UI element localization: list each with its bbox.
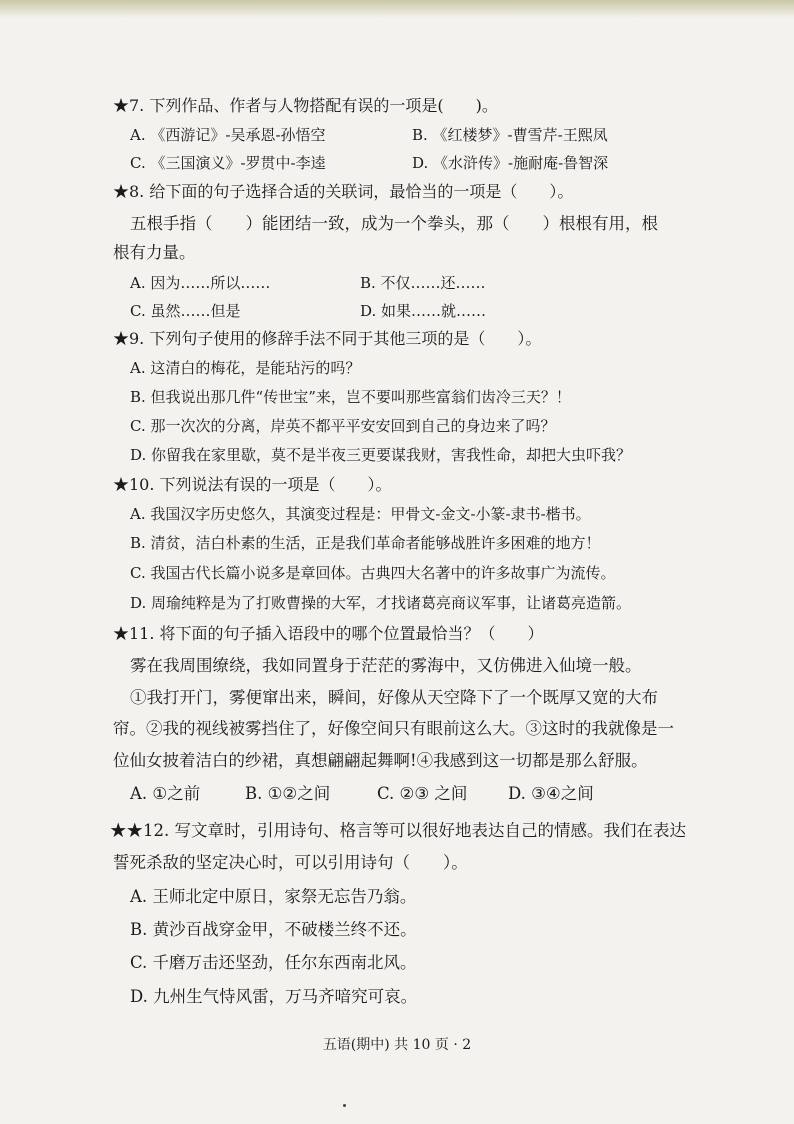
question-12-option-d: D. 九州生气恃风雷，万马齐喑究可哀。 — [130, 987, 418, 1006]
scan-speck — [343, 1104, 346, 1107]
question-8-sentence-line-1: 五根手指（ ）能团结一致，成为一个拳头，那（ ）根根有用，根 — [130, 214, 658, 233]
question-8-option-a: A. 因为……所以…… — [130, 274, 271, 292]
question-12-stem-line-2: 誓死杀敌的坚定决心时，可以引用诗句（ ）。 — [113, 853, 468, 872]
question-12-stem-line-1: ★★12. 写文章时，引用诗句、格言等可以很好地表达自己的情感。我们在表达 — [110, 821, 686, 840]
question-12-option-a: A. 王师北定中原日，家祭无忘告乃翁。 — [130, 887, 417, 906]
question-12-option-c: C. 千磨万击还坚劲，任尔东西南北风。 — [130, 953, 417, 972]
question-10-stem: ★10. 下列说法有误的一项是（ ）。 — [113, 475, 392, 494]
question-9-option-a: A. 这清白的梅花，是能玷污的吗？ — [130, 359, 361, 377]
question-7-option-c: C. 《三国演义》-罗贯中-李逵 — [130, 154, 326, 172]
question-7-option-b: B. 《红楼梦》-曹雪芹-王熙凤 — [412, 126, 608, 144]
question-8-sentence-line-2: 根有力量。 — [113, 243, 196, 262]
question-10-option-a: A. 我国汉字历史悠久，其演变过程是：甲骨文-金文-小篆-隶书-楷书。 — [130, 505, 591, 523]
question-9-stem: ★9. 下列句子使用的修辞手法不同于其他三项的是（ ）。 — [113, 329, 542, 348]
question-7-stem: ★7. 下列作品、作者与人物搭配有误的一项是( )。 — [113, 96, 498, 115]
question-11-option-a: A. ①之前 — [130, 784, 201, 803]
question-8-option-b: B. 不仅……还…… — [360, 274, 486, 292]
question-7-option-a: A. 《西游记》-吴承恩-孙悟空 — [130, 126, 326, 144]
question-11-paragraph-line-1: ①我打开门，雾便窜出来，瞬间，好像从天空降下了一个既厚又宽的大布 — [130, 688, 658, 707]
question-10-option-b: B. 清贫，洁白朴素的生活，正是我们革命者能够战胜许多困难的地方！ — [130, 534, 601, 552]
question-10-option-c: C. 我国古代长篇小说多是章回体。古典四大名著中的许多故事广为流传。 — [130, 564, 616, 582]
question-9-option-d: D. 你留我在家里歇，莫不是半夜三更要谋我财，害我性命，却把大虫吓我？ — [130, 446, 632, 464]
question-11-paragraph-line-2: 帘。②我的视线被雾挡住了，好像空间只有眼前这么大。③这时的我就像是一 — [113, 719, 674, 738]
question-11-paragraph-line-3: 位仙女披着洁白的纱裙，真想翩翩起舞啊!④我感到这一切都是那么舒服。 — [113, 751, 648, 770]
page-footer: 五语(期中) 共 10 页 · 2 — [322, 1037, 472, 1053]
question-7-option-d: D. 《水浒传》-施耐庵-鲁智深 — [412, 154, 609, 172]
question-11-option-b: B. ①②之间 — [245, 784, 331, 803]
question-10-option-d: D. 周瑜纯粹是为了打败曹操的大军，才找诸葛亮商议军事，让诸葛亮造箭。 — [130, 594, 632, 612]
question-11-stem: ★11. 将下面的句子插入语段中的哪个位置最恰当？（ ） — [113, 624, 544, 643]
question-12-option-b: B. 黄沙百战穿金甲，不破楼兰终不还。 — [130, 920, 417, 939]
question-11-insert-sentence: 雾在我周围缭绕，我如同置身于茫茫的雾海中，又仿佛进入仙境一般。 — [130, 656, 642, 675]
question-11-option-c: C. ②③ 之间 — [377, 784, 468, 803]
question-11-option-d: D. ③④之间 — [508, 784, 594, 803]
question-8-stem: ★8. 给下面的句子选择合适的关联词，最恰当的一项是（ ）。 — [113, 182, 574, 201]
question-8-option-c: C. 虽然……但是 — [130, 302, 241, 320]
question-9-option-c: C. 那一次次的分离，岸英不都平平安安回到自己的身边来了吗？ — [130, 417, 556, 435]
question-8-option-d: D. 如果……就…… — [360, 302, 487, 320]
question-9-option-b: B. 但我说出那几件“传世宝”来，岂不要叫那些富翁们齿冷三天？！ — [130, 388, 571, 406]
